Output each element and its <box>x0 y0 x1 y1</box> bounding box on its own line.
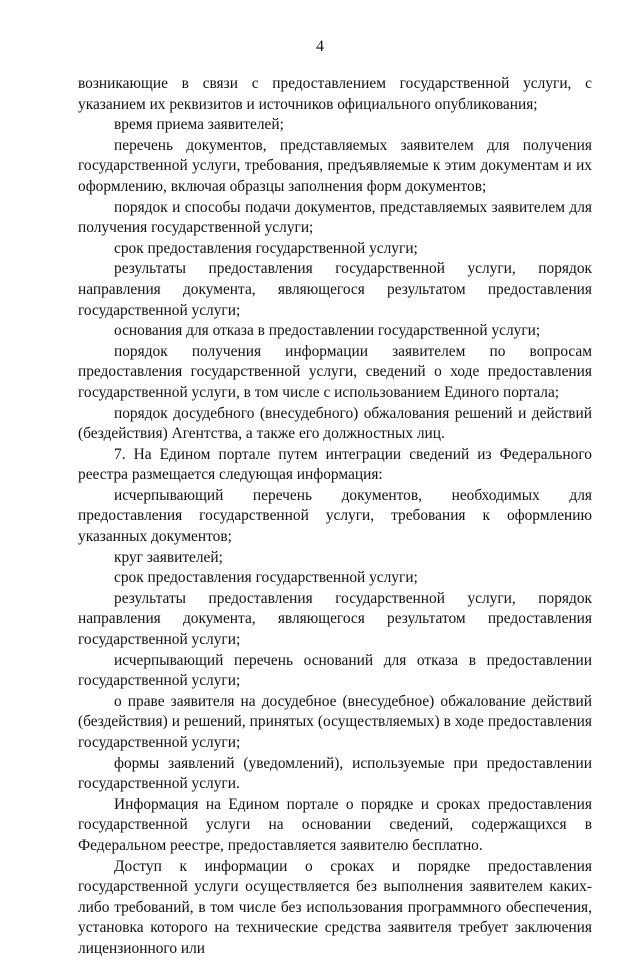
paragraph: исчерпывающий перечень оснований для отказа в предоставлении государственной услуги; <box>78 651 592 690</box>
paragraph: порядок досудебного (внесудебного) обжалования решений и действий (бездействия) Агентства, а также его должностных лиц. <box>78 404 592 443</box>
paragraph: исчерпывающий перечень документов, необходимых для предоставления государственной услуги, требования к оформлению указанных документов; <box>78 486 592 546</box>
document-body <box>78 74 592 960</box>
paragraph: формы заявлений (уведомлений), используемые при предоставлении государственной услуги. <box>78 754 592 793</box>
paragraph: срок предоставления государственной услуги; <box>114 569 418 587</box>
paragraph: срок предоставления государственной услуги; <box>114 239 418 257</box>
paragraph: порядок получения информации заявителем по вопросам предоставления государственной услуги, сведений о ходе предоставления государственной услуги, в том числе с использованием Единого портала; <box>78 342 592 401</box>
paragraph-section-7: 7. На Едином портале путем интеграции сведений из Федерального реестра размещается следующая информация: <box>78 445 592 484</box>
paragraph: Информация на Едином портале о порядке и сроках предоставления государственной услуги на основании сведений, содержащихся в Федеральном реестре, предоставляется заявителю бесплатно. <box>78 795 592 854</box>
paragraph-continuation: возникающие в связи с предоставлением государственной услуги, с указанием их реквизитов и источников официального опубликования; <box>78 75 592 113</box>
page-number: 4 <box>316 38 324 55</box>
paragraph: основания для отказа в предоставлении государственной услуги; <box>114 322 541 340</box>
paragraph: результаты предоставления государственной услуги, порядок направления документа, являющегося результатом предоставления государственной услуги; <box>78 260 592 319</box>
paragraph: результаты предоставления государственной услуги, порядок направления документа, являющегося результатом предоставления государственной услуги; <box>78 589 592 649</box>
paragraph: порядок и способы подачи документов, представляемых заявителем для получения государственной услуги; <box>78 198 592 237</box>
paragraph: Доступ к информации о сроках и порядке предоставления государственной услуги осуществляется без выполнения заявителем каких-либо требований, в том числе без использования программного обеспечения, установка которого на технические средства заявителя требует заключения лицензионного или <box>78 857 592 957</box>
paragraph: время приема заявителей; <box>114 116 284 134</box>
paragraph: перечень документов, представляемых заявителем для получения государственной услуги, требования, предъявляемые к этим документам и их оформлению, включая образцы заполнения форм документов; <box>78 136 592 195</box>
paragraph: круг заявителей; <box>114 548 223 566</box>
paragraph: о праве заявителя на досудебное (внесудебное) обжалование действий (бездействия) и решений, принятых (осуществляемых) в ходе предоставления государственной услуги; <box>78 692 592 751</box>
